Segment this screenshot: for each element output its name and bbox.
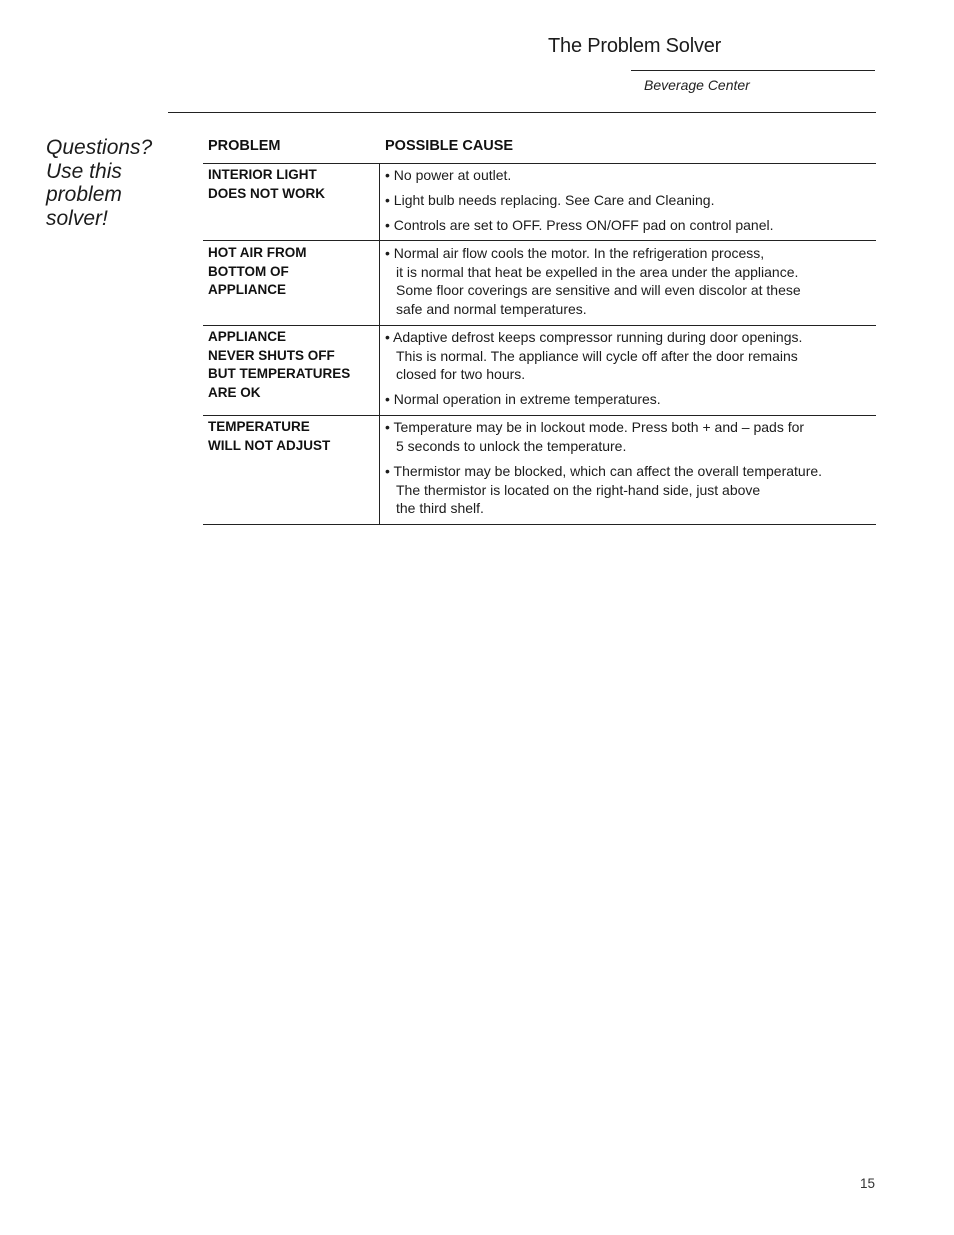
problem-line: APPLIANCE: [208, 282, 287, 298]
problem-hot-air: [208, 244, 307, 300]
problem-line: BUT TEMPERATURES: [208, 366, 351, 382]
cause-line: • Normal operation in extreme temperatures.: [385, 391, 661, 407]
problem-line: TEMPERATURE: [208, 419, 310, 434]
cause-line: This is normal. The appliance will cycle off after the door remains: [396, 347, 798, 364]
cause-line: the third shelf.: [396, 500, 484, 517]
table-header-rule: [203, 163, 876, 164]
cause-line: Some floor coverings are sensitive and will even discolor at these: [396, 282, 801, 299]
page-title: The Problem Solver: [548, 35, 722, 57]
problem-temperature-adjust: [208, 418, 330, 455]
cause-line: • Temperature may be in lockout mode. Press both + and – pads for: [385, 419, 805, 435]
side-heading-line: problem: [46, 183, 122, 206]
table-row-rule: [203, 240, 876, 241]
problem-line: APPLIANCE: [208, 329, 287, 344]
cause-item: [385, 191, 714, 210]
column-divider: [379, 163, 380, 524]
problem-line: WILL NOT ADJUST: [208, 437, 331, 453]
table-row-rule: [203, 415, 876, 416]
cause-line: • Adaptive defrost keeps compressor running during door openings.: [385, 329, 803, 345]
cause-line: safe and normal temperatures.: [396, 301, 587, 318]
problem-line: BOTTOM OF: [208, 263, 289, 279]
page-number: 15: [860, 1176, 876, 1191]
side-heading-line: Questions?: [46, 136, 153, 159]
problem-line: NEVER SHUTS OFF: [208, 347, 335, 363]
side-heading: [46, 136, 176, 230]
column-header-problem: PROBLEM: [208, 138, 281, 154]
side-heading-line: Use this: [46, 159, 122, 183]
section-divider: [168, 112, 876, 113]
problem-line: INTERIOR LIGHT: [208, 167, 317, 182]
cause-item: [385, 418, 804, 455]
cause-item: [385, 216, 774, 235]
cause-line: 5 seconds to unlock the temperature.: [396, 437, 627, 454]
cause-item: [385, 244, 801, 319]
problem-line: HOT AIR FROM: [208, 245, 307, 260]
cause-line: • No power at outlet.: [385, 167, 512, 183]
cause-line: • Light bulb needs replacing. See Care and Cleaning.: [385, 192, 715, 208]
side-heading-line: solver!: [46, 206, 108, 230]
cause-item: [385, 328, 802, 384]
table-bottom-rule: [203, 524, 876, 525]
cause-item: [385, 166, 511, 185]
problem-never-shuts-off: [208, 328, 350, 403]
cause-line: • Normal air flow cools the motor. In the refrigeration process,: [385, 245, 765, 261]
cause-item: [385, 462, 822, 518]
cause-line: • Controls are set to OFF. Press ON/OFF pad on control panel.: [385, 217, 774, 233]
table-row-rule: [203, 325, 876, 326]
cause-line: it is normal that heat be expelled in the area under the appliance.: [396, 263, 799, 280]
page-subtitle: Beverage Center: [644, 77, 750, 93]
header-divider: [631, 70, 875, 71]
cause-line: The thermistor is located on the right-hand side, just above: [396, 481, 761, 498]
column-header-cause: POSSIBLE CAUSE: [385, 138, 514, 154]
problem-line: ARE OK: [208, 385, 261, 401]
cause-line: closed for two hours.: [396, 366, 526, 383]
cause-item: [385, 390, 661, 409]
problem-interior-light: [208, 166, 325, 203]
problem-line: DOES NOT WORK: [208, 185, 325, 201]
cause-line: • Thermistor may be blocked, which can affect the overall temperature.: [385, 463, 823, 479]
